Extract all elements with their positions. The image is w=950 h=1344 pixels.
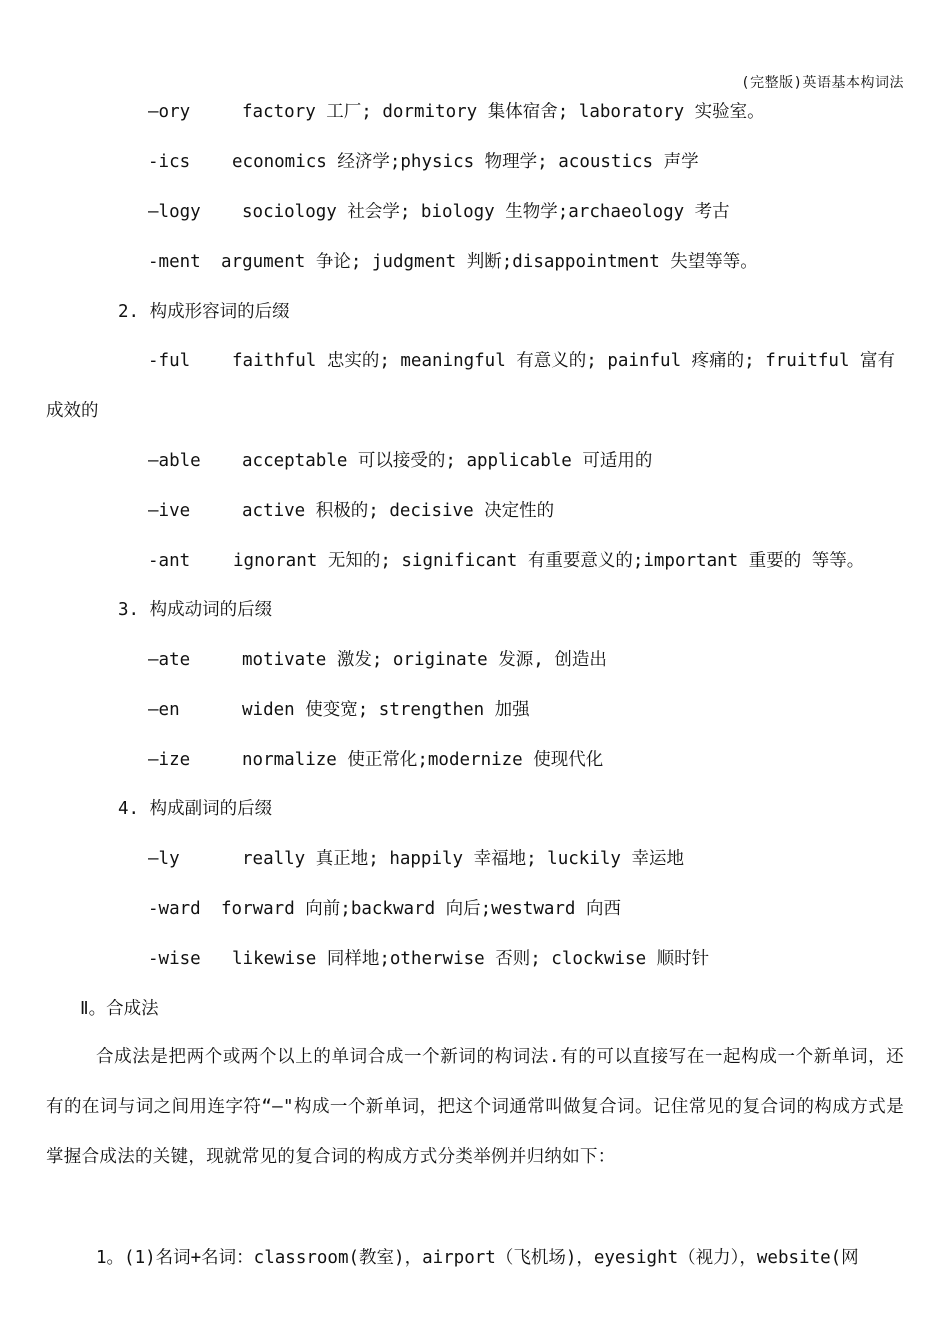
section-heading-verb: 3. 构成动词的后缀 (118, 600, 273, 620)
suffix-label: —able (148, 451, 201, 471)
suffix-label: -ment (148, 252, 201, 272)
suffix-examples: factory 工厂; dormitory 集体宿舍; laboratory 实验室。 (242, 102, 765, 122)
suffix-line-wise (148, 947, 709, 971)
suffix-label: —logy (148, 202, 201, 222)
suffix-label: -ant (148, 551, 191, 571)
suffix-line-able (148, 449, 652, 473)
suffix-label: -ful (148, 351, 191, 371)
suffix-label: —ate (148, 650, 191, 670)
suffix-label: —ize (148, 750, 191, 770)
suffix-examples: economics 经济学;physics 物理学; acoustics 声学 (232, 152, 699, 172)
suffix-examples: likewise 同样地;otherwise 否则; clockwise 顺时针 (232, 949, 710, 969)
suffix-line-ward (148, 897, 621, 921)
suffix-label: —en (148, 700, 180, 720)
suffix-line-ics (148, 150, 699, 174)
suffix-examples: faithful 忠实的; meaningful 有意义的; painful 疼痛的; fruitful 富有 (232, 351, 896, 371)
suffix-line-ive (148, 499, 554, 523)
suffix-examples: active 积极的; decisive 决定性的 (242, 501, 555, 521)
suffix-examples: normalize 使正常化;modernize 使现代化 (242, 750, 604, 770)
section-heading-compound: Ⅱ。合成法 (80, 999, 159, 1019)
suffix-label: —ory (148, 102, 191, 122)
suffix-line-ize (148, 748, 603, 772)
suffix-line-logy (148, 200, 730, 224)
running-header: (完整版)英语基本构词法 (741, 75, 904, 91)
suffix-examples: forward 向前;backward 向后;westward 向西 (221, 899, 622, 919)
suffix-examples: acceptable 可以接受的; applicable 可适用的 (242, 451, 653, 471)
suffix-examples: really 真正地; happily 幸福地; luckily 幸运地 (242, 849, 684, 869)
compound-paragraph: 合成法是把两个或两个以上的单词合成一个新词的构词法.有的可以直接写在一起构成一个新单词，还有的在词与词之间用连字符“—"构成一个新单词，把这个词通常叫做复合词。记住常见的复合词的构成方式是掌握合成法的关键，现就常见的复合词的构成方式分类举例并归纳如下： (46, 1047, 904, 1167)
suffix-line-ly (148, 847, 684, 871)
suffix-line-ment (148, 250, 758, 274)
suffix-line-ful-wrap: 成效的 (46, 401, 99, 421)
section-heading-adverb: 4. 构成副词的后缀 (118, 799, 273, 819)
suffix-examples: widen 使变宽; strengthen 加强 (242, 700, 530, 720)
suffix-label: —ive (148, 501, 191, 521)
suffix-examples: argument 争论; judgment 判断;disappointment 失望等等。 (221, 252, 758, 272)
suffix-line-ful (148, 349, 895, 373)
suffix-line-ate (148, 648, 607, 672)
suffix-label: -wise (148, 949, 201, 969)
suffix-label: -ward (148, 899, 201, 919)
suffix-examples: sociology 社会学; biology 生物学;archaeology 考古 (242, 202, 730, 222)
suffix-label: -ics (148, 152, 191, 172)
suffix-line-ant (148, 549, 864, 573)
suffix-line-en (148, 698, 530, 722)
section-heading-adjective: 2. 构成形容词的后缀 (118, 302, 290, 322)
suffix-examples: ignorant 无知的; significant 有重要意义的;important 重要的 等等。 (233, 551, 865, 571)
suffix-label: —ly (148, 849, 180, 869)
compound-first-item: 1。(1)名词+名词：classroom(教室)，airport（飞机场)，eyesight（视力），website(网 (96, 1248, 859, 1268)
suffix-line-ory (148, 100, 765, 124)
suffix-examples: motivate 激发; originate 发源, 创造出 (242, 650, 607, 670)
